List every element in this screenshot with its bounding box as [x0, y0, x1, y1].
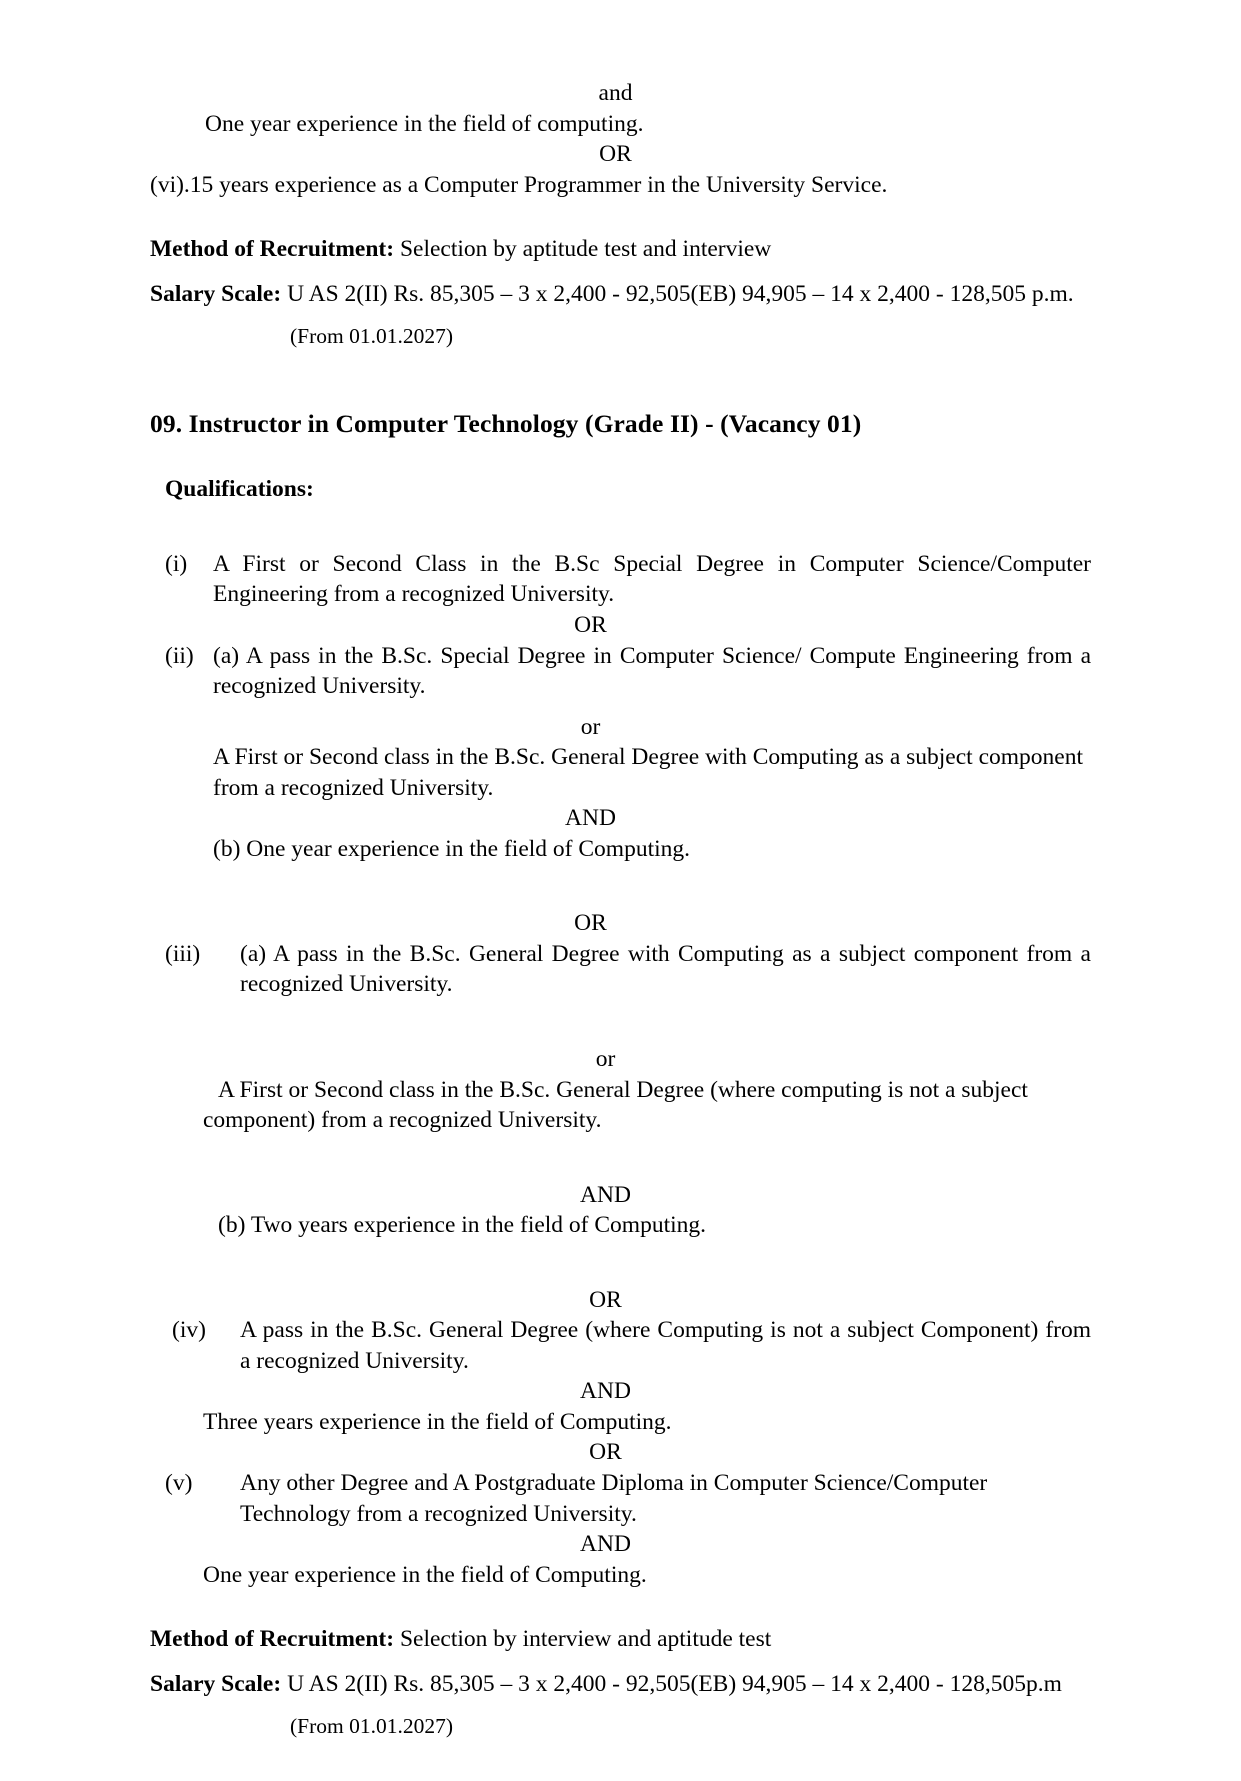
or-connector-1: OR: [574, 612, 607, 638]
qualification-item-vi: (vi).15 years experience as a Computer Programmer in the University Service.: [150, 171, 888, 198]
qualification-v-experience: One year experience in the field of Computing.: [203, 1561, 647, 1588]
or-connector-2: OR: [574, 910, 607, 937]
or-connector-3: OR: [589, 1286, 622, 1313]
method-of-recruitment-value-section: Selection by interview and aptitude test: [399, 1626, 772, 1653]
and-connector-3: AND: [580, 1378, 631, 1405]
qualification-text-iv: A pass in the B.Sc. General Degree (where Computing is not a subject Component) from a recognized University.: [240, 1317, 1091, 1374]
method-of-recruitment-value-top: Selection by aptitude test and interview: [399, 236, 772, 263]
salary-scale-section: [150, 1669, 1091, 1700]
qualification-marker-ii: (ii): [165, 642, 194, 669]
continued-qualifications-block: [150, 78, 1091, 351]
qualification-ii-alt-line-2: from a recognized University.: [213, 774, 494, 801]
qualification-iii-alt-line-2: component) from a recognized University.: [203, 1107, 602, 1134]
qualification-marker-iv: (iv): [172, 1317, 206, 1344]
qualification-marker-i: (i): [165, 550, 188, 577]
qualification-iii-b: (b) Two years experience in the field of Computing.: [218, 1212, 707, 1239]
and-connector-2: AND: [580, 1181, 631, 1208]
method-of-recruitment-label-section: Method of Recruitment:: [150, 1626, 395, 1653]
salary-scale-label-section: Salary Scale:: [150, 1670, 282, 1697]
and-connector-1: AND: [565, 805, 616, 832]
qualification-text-iii: (a) A pass in the B.Sc. General Degree with Computing as a subject component from a recognized University.: [240, 940, 1091, 998]
qualification-item-v: [150, 1468, 1091, 1529]
qualification-text-i: A First or Second Class in the B.Sc Special Degree in Computer Science/Computer Engineering from a recognized University.: [213, 550, 1091, 608]
salary-scale-value-top: U AS 2(II) Rs. 85,305 – 3 x 2,400 - 92,505(EB) 94,905 – 14 x 2,400 - 128,505 p.m.: [287, 280, 1074, 307]
or-connector-4: OR: [589, 1439, 622, 1466]
qualification-marker-iii: (iii): [165, 940, 201, 967]
qualification-text-v: Any other Degree and A Postgraduate Diploma in Computer Science/Computer Technology from a recognized University.: [240, 1470, 988, 1527]
qualification-ii-alt-line-1: A First or Second class in the B.Sc. General Degree with Computing as a subject component: [213, 744, 1083, 771]
qualification-item-ii: [150, 641, 1091, 702]
qualifications-label: Qualifications:: [165, 476, 314, 503]
section-heading-09: 09. Instructor in Computer Technology (Grade II) - (Vacancy 01): [150, 409, 862, 439]
and-connector: and: [598, 80, 633, 106]
qualification-item-i: [150, 549, 1091, 610]
and-connector-4: AND: [580, 1531, 631, 1558]
effective-date-section: (From 01.01.2027): [290, 1714, 454, 1739]
qualification-item-iii: [150, 939, 1091, 1000]
or-connector-lower-1: or: [580, 713, 601, 740]
or-connector-top: OR: [599, 141, 632, 168]
salary-scale-label-top: Salary Scale:: [150, 280, 282, 307]
qualification-marker-v: (v): [165, 1470, 193, 1497]
salary-scale-value-section: U AS 2(II) Rs. 85,305 – 3 x 2,400 - 92,505(EB) 94,905 – 14 x 2,400 - 128,505p.m: [287, 1670, 1062, 1697]
qualification-iii-alt-line-1: A First or Second class in the B.Sc. General Degree (where computing is not a subject: [218, 1076, 1028, 1103]
qualification-text-ii: (a) A pass in the B.Sc. Special Degree in Computer Science/ Compute Engineering from a recognized University.: [213, 642, 1091, 700]
qualification-item-iv: [150, 1315, 1091, 1376]
method-of-recruitment-label-top: Method of Recruitment:: [150, 236, 395, 263]
method-of-recruitment-top: [150, 234, 1091, 265]
salary-scale-top: [150, 279, 1091, 310]
one-year-experience-line: One year experience in the field of computing.: [205, 110, 644, 137]
qualification-iv-experience: Three years experience in the field of Computing.: [203, 1408, 672, 1435]
effective-date-top: (From 01.01.2027): [290, 324, 454, 349]
qualification-ii-b: (b) One year experience in the field of Computing.: [213, 835, 691, 862]
method-of-recruitment-section: [150, 1624, 1091, 1655]
or-connector-lower-2: or: [595, 1046, 616, 1073]
